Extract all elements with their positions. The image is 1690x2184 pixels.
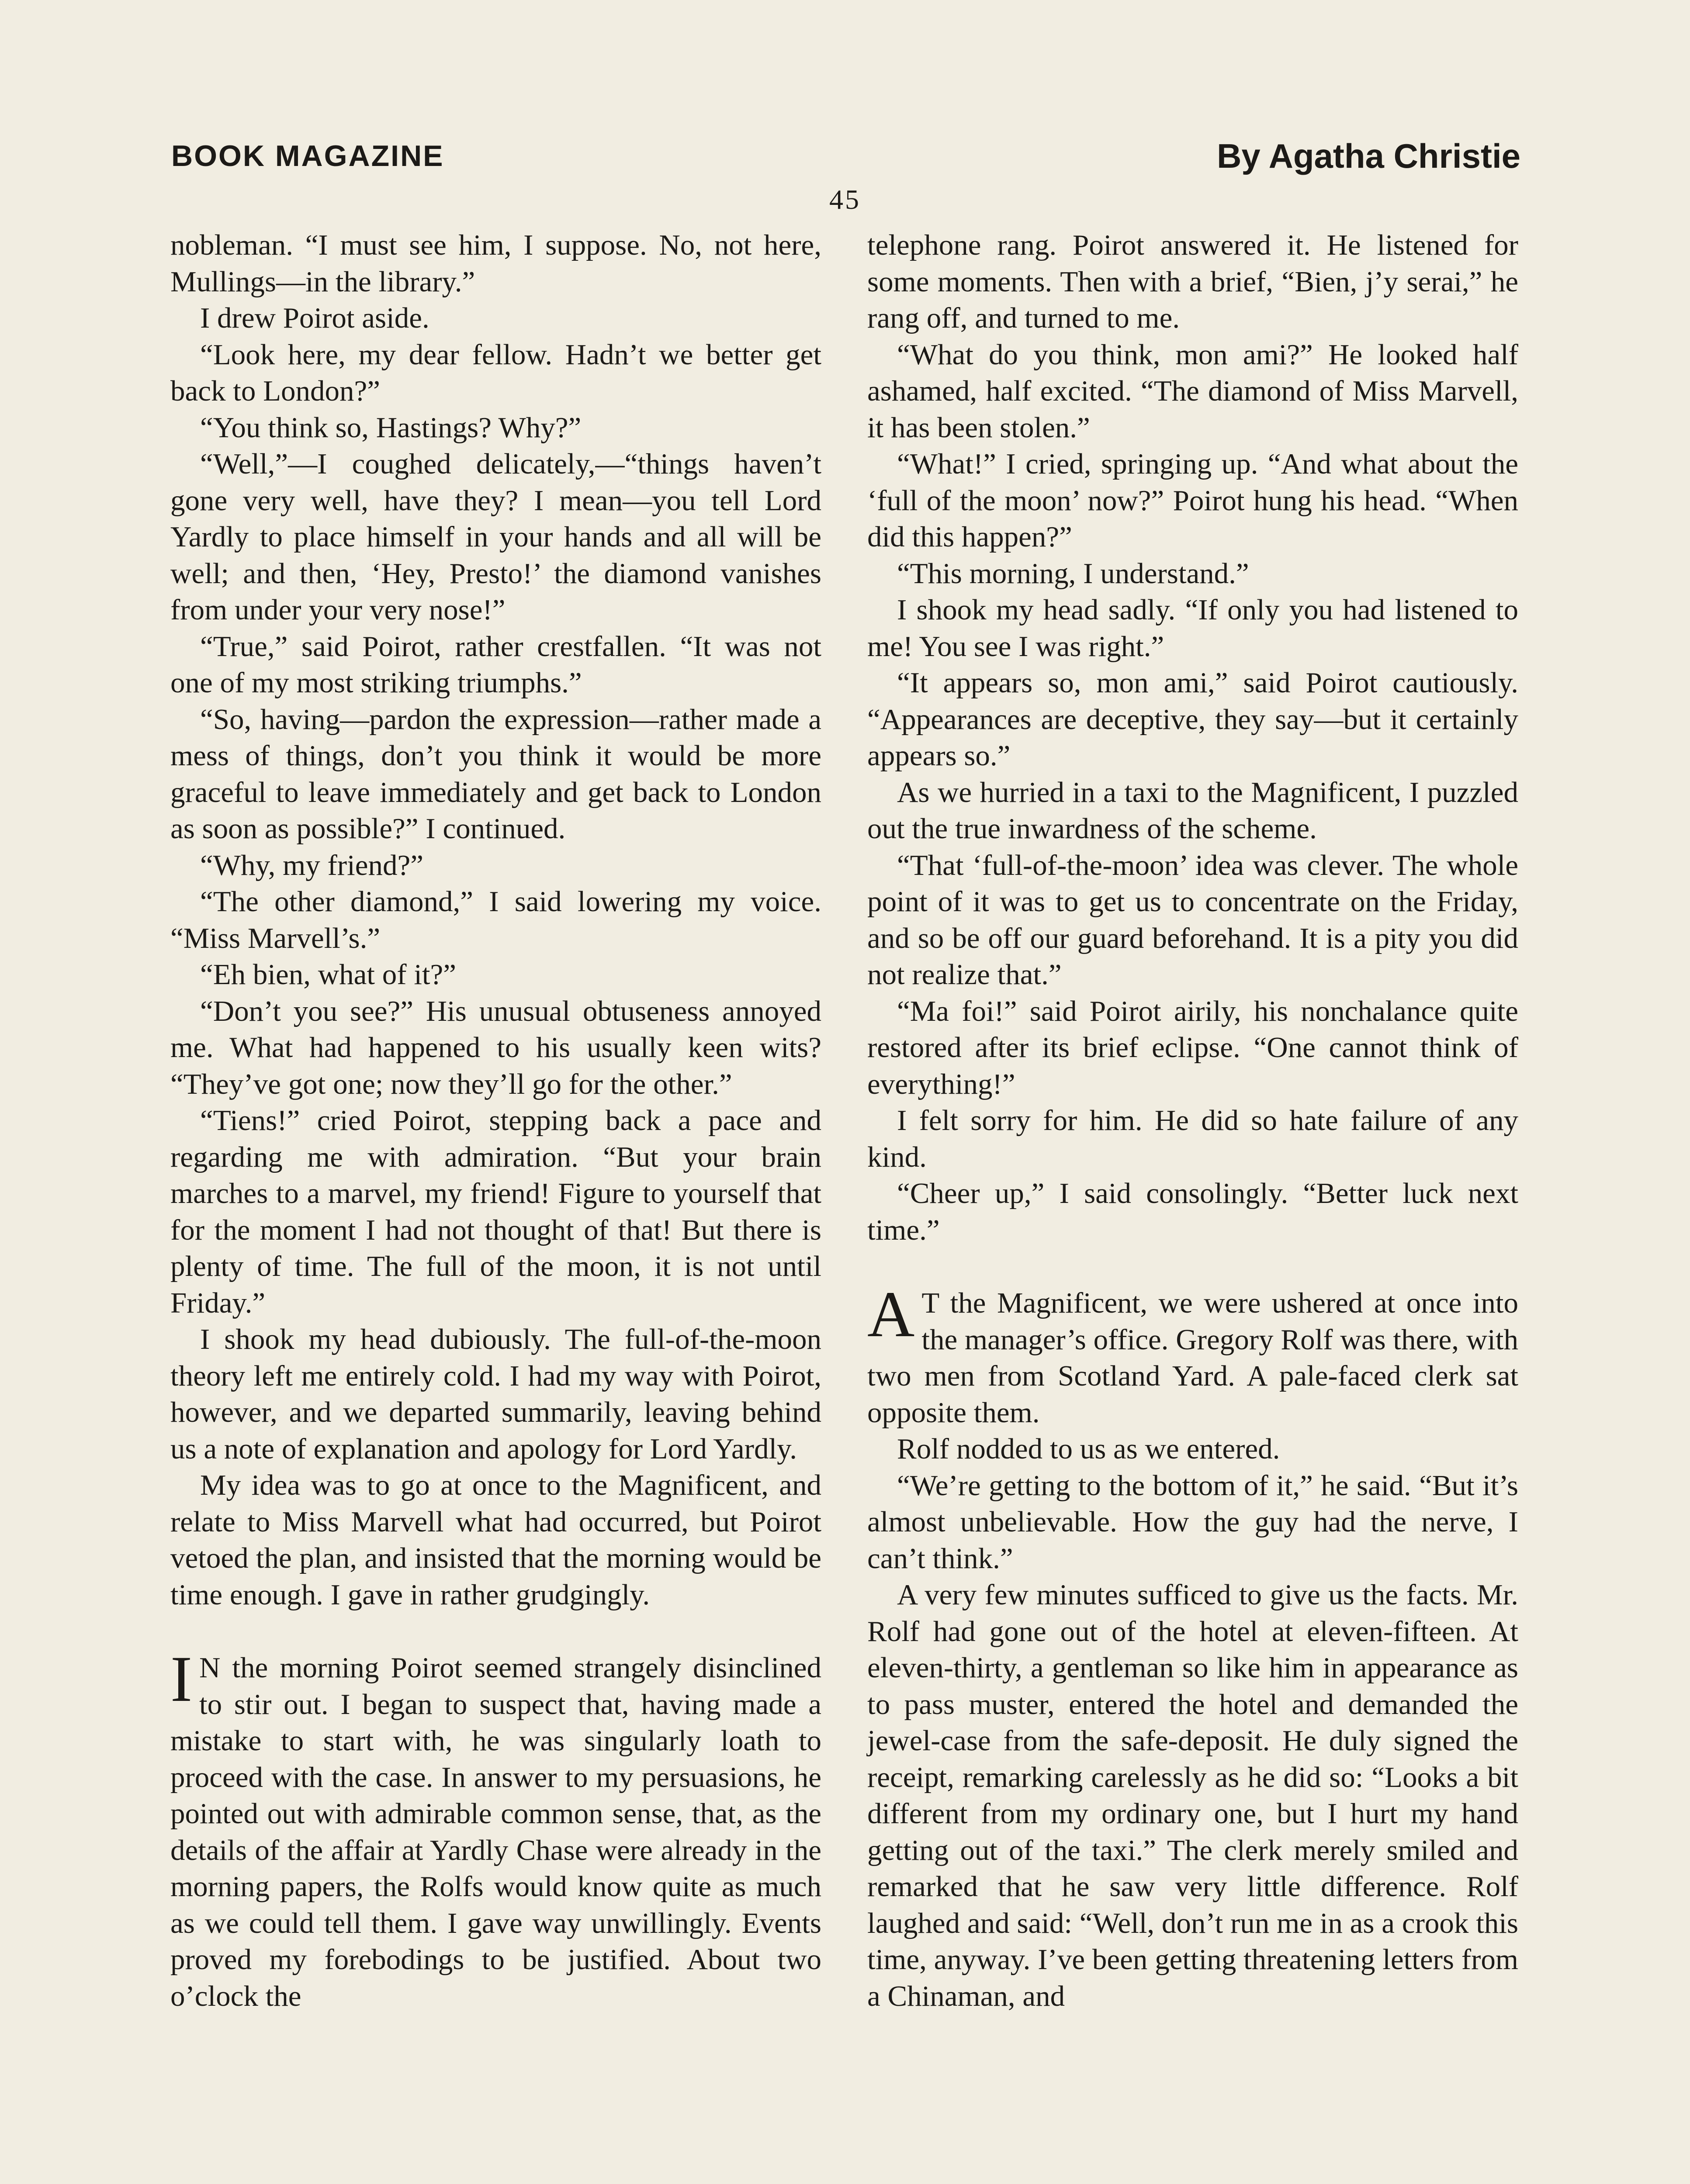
- paragraph: I drew Poirot aside.: [200, 302, 429, 334]
- paragraph: “You think so, Hastings? Why?”: [200, 411, 582, 444]
- paragraph: “Eh bien, what of it?”: [200, 958, 457, 991]
- paragraph: “Look here, my dear fellow. Hadn’t we better get back to London?”: [170, 338, 821, 407]
- paragraph: My idea was to go at once to the Magnificent, and relate to Miss Marvell what had occurred, but Poirot vetoed the plan, and insisted that the morning would be time enough. I gave in rather grudgingly.: [170, 1469, 821, 1611]
- drop-cap-letter: A: [867, 1278, 915, 1351]
- page-number: 45: [829, 184, 861, 215]
- paragraph: “What!” I cried, springing up. “And what about the ‘full of the moon’ now?” Poirot hung his head. “When did this happen?”: [867, 448, 1518, 553]
- author-byline: By Agatha Christie: [1217, 137, 1520, 175]
- magazine-title: BOOK MAGAZINE: [171, 139, 444, 173]
- paragraph: “So, having—pardon the expression—rather made a mess of things, don’t you think it would be more graceful to leave immediately and get back to London as soon as possible?” I continued.: [170, 703, 821, 845]
- paragraph: “This morning, I understand.”: [897, 557, 1249, 590]
- paragraph: “The other diamond,” I said lowering my voice. “Miss Marvell’s.”: [170, 885, 821, 954]
- right-column: [867, 227, 1518, 2015]
- drop-cap-paragraph-text: N the morning Poirot seemed strangely disinclined to stir out. I began to suspect that, having made a mistake to start with, he was singularly loath to proceed with the case. In answer to my persuasions, he pointed out with admirable common sense, that, as the details of the affair at Yardly Chase were already in the morning papers, the Rolfs would know quite as much as we could tell them. I gave way unwillingly. Events proved my forebodings to be justified. About two o’clock the: [170, 1652, 821, 2012]
- paragraph: Rolf nodded to us as we entered.: [897, 1433, 1280, 1465]
- paragraph: “Don’t you see?” His unusual obtuseness annoyed me. What had happened to his usually keen wits? “They’ve got one; now they’ll go for the other.”: [170, 995, 821, 1100]
- paragraph: “It appears so, mon ami,” said Poirot cautiously. “Appearances are deceptive, they say—but it certainly appears so.”: [867, 667, 1518, 772]
- paragraph: telephone rang. Poirot answered it. He listened for some moments. Then with a brief, “Bien, j’y serai,” he rang off, and turned to me.: [867, 229, 1518, 334]
- left-column: [170, 227, 821, 2015]
- drop-cap-paragraph-text: T the Magnificent, we were ushered at once into the manager’s office. Gregory Rolf was there, with two men from Scotland Yard. A pale-faced clerk sat opposite them.: [867, 1287, 1518, 1429]
- section-opening-paragraph: [170, 1643, 821, 2015]
- paragraph: “Cheer up,” I said consolingly. “Better luck next time.”: [867, 1177, 1518, 1246]
- paragraph: I shook my head sadly. “If only you had listened to me! You see I was right.”: [867, 594, 1518, 663]
- drop-cap-letter: I: [170, 1643, 192, 1715]
- section-opening-paragraph: [867, 1278, 1518, 1431]
- paragraph: “True,” said Poirot, rather crestfallen. “It was not one of my most striking triumphs.”: [170, 630, 821, 699]
- paragraph: “Tiens!” cried Poirot, stepping back a pace and regarding me with admiration. “But your brain marches to a marvel, my friend! Figure to yourself that for the moment I had not thought of that! But there is plenty of time. The full of the moon, it is not until Friday.”: [170, 1104, 821, 1319]
- paragraph: I shook my head dubiously. The full-of-the-moon theory left me entirely cold. I had my way with Poirot, however, and we departed summarily, leaving behind us a note of explanation and apology for Lord Yardly.: [170, 1323, 821, 1465]
- paragraph: “Well,”—I coughed delicately,—“things haven’t gone very well, have they? I mean—you tell Lord Yardly to place himself in your hands and all will be well; and then, ‘Hey, Presto!’ the diamond vanishes from under your very nose!”: [170, 448, 821, 626]
- paragraph: nobleman. “I must see him, I suppose. No, not here, Mullings—in the library.”: [170, 229, 821, 298]
- paragraph: As we hurried in a taxi to the Magnificent, I puzzled out the true inwardness of the scheme.: [867, 776, 1518, 845]
- paragraph: “We’re getting to the bottom of it,” he said. “But it’s almost unbelievable. How the guy had the nerve, I can’t think.”: [867, 1469, 1518, 1575]
- paragraph: “Ma foi!” said Poirot airily, his nonchalance quite restored after its brief eclipse. “One cannot think of everything!”: [867, 995, 1518, 1100]
- paragraph: “Why, my friend?”: [200, 849, 423, 881]
- paragraph: “What do you think, mon ami?” He looked half ashamed, half excited. “The diamond of Miss Marvell, it has been stolen.”: [867, 338, 1518, 444]
- paragraph: A very few minutes sufficed to give us the facts. Mr. Rolf had gone out of the hotel at eleven-fifteen. At eleven-thirty, a gentleman so like him in appearance as to pass muster, entered the hotel and demanded the jewel-case from the safe-deposit. He duly signed the receipt, remarking carelessly as he did so: “Looks a bit different from my ordinary one, but I hurt my hand getting out of the taxi.” The clerk merely smiled and remarked that he saw very little difference. Rolf laughed and said: “Well, don’t run me in as a crook this time, anyway. I’ve been getting threatening letters from a Chinaman, and: [867, 1579, 1518, 2012]
- paragraph: I felt sorry for him. He did so hate failure of any kind.: [867, 1104, 1518, 1173]
- paragraph: “That ‘full-of-the-moon’ idea was clever. The whole point of it was to get us to concentrate on the Friday, and so be off our guard beforehand. It is a pity you did not realize that.”: [867, 849, 1518, 991]
